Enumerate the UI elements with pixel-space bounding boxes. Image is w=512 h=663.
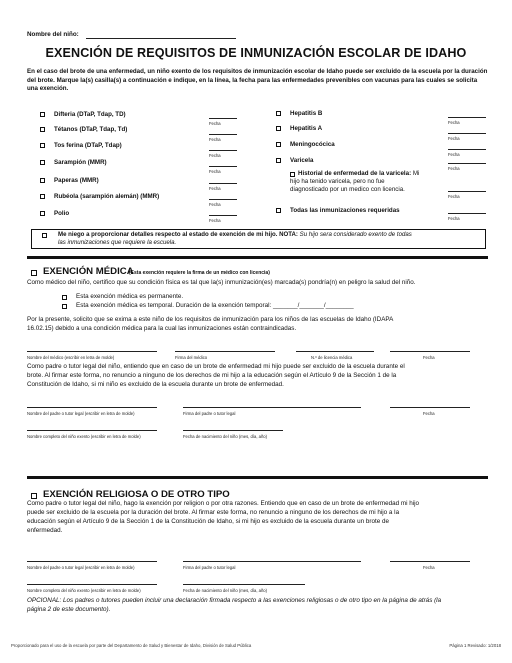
checkbox-all-vaccines[interactable] xyxy=(276,208,281,213)
date-line[interactable] xyxy=(209,118,237,119)
parent-date-caption: Fecha xyxy=(423,411,435,416)
license-number-line[interactable] xyxy=(296,351,374,352)
date-line[interactable] xyxy=(209,150,237,151)
date-caption: Fecha xyxy=(209,121,221,126)
intro-paragraph: En el caso del brote de una enfermedad, un niño exento de los requisitos de inmunización escolar de Idaho puede ser excluido de la escuela por la duración del brote. Marque la(s) casilla(s) a continuación e indique, en la línea, la fecha para las enfermedades prevenibles con vacunas para las cuales se solicita una exención. xyxy=(27,68,488,93)
checkbox-pertussis[interactable] xyxy=(40,143,45,148)
option-temporary: Esta exención médica es temporal. Duración de la exención temporal: _______/_______/________ xyxy=(76,302,354,309)
refuse-details-italic-2: las inmunizaciones que requiere la escuela. xyxy=(58,239,177,246)
medical-statement-2: 16.02.15) debido a una condición médica para la cual las inmunizaciones están contraindicadas. xyxy=(27,325,297,332)
date-line[interactable] xyxy=(448,213,486,214)
vaccine-label: Todas las inmunizaciones requeridas xyxy=(290,207,400,214)
child-fullname-line[interactable] xyxy=(27,430,157,431)
physician-name-line[interactable] xyxy=(27,351,157,352)
religious-date-line[interactable] xyxy=(390,561,470,562)
religious-line-1: Como padre o tutor legal del niño, hago la exención por religion o por otra razones. Entiendo que en caso de un brote de enfermedad mi hijo xyxy=(27,500,420,507)
vaccine-label: Sarampión (MMR) xyxy=(54,159,107,166)
date-caption: Fecha xyxy=(209,218,221,223)
religious-child-fullname-caption: Nombre completo del niño exento (escribir en letra de molde) xyxy=(27,588,141,593)
option-permanent: Esta exención médica es permanente. xyxy=(76,293,184,300)
footer-right: Página 1 Revisado: 1/2018 xyxy=(449,643,501,648)
physician-date-caption: Fecha xyxy=(423,355,435,360)
checkbox-hepatitis-b[interactable] xyxy=(276,111,281,116)
date-line[interactable] xyxy=(448,163,486,164)
license-number-caption: N.º de licencia médica xyxy=(311,355,353,360)
date-caption: Fecha xyxy=(448,166,460,171)
checkbox-varicella[interactable] xyxy=(276,158,281,163)
physician-signature-line[interactable] xyxy=(175,351,275,352)
checkbox-refuse-details[interactable] xyxy=(42,233,47,238)
medical-heading-note: (Esta exención requiere la firma de un médico con licencia) xyxy=(129,270,270,276)
vaccine-label: Polio xyxy=(54,210,70,217)
section-divider xyxy=(27,256,488,259)
medical-statement-1: Por la presente, solicito que se exima a este niño de los requisitos de inmunización para los niños de las escuelas de Idaho (IDAPA xyxy=(27,316,394,323)
vaccine-label: Hepatitis A xyxy=(290,125,323,132)
parent-signature-line[interactable] xyxy=(183,407,361,408)
medical-intro: Como médico del niño, certifico que su condición física es tal que la(s) inmunización(es) marcada(s) pondría(n) en peligro la salud del niño. xyxy=(27,279,416,286)
child-dob-caption: Fecha de nacimiento del niño (mes, día, año) xyxy=(183,434,268,439)
refuse-details-italic-1: Su hijo sera considerado exento de todas xyxy=(297,231,412,238)
checkbox-measles[interactable] xyxy=(40,160,45,165)
religious-line-3: educación según el Artículo 9 de la Sección 1 de la Constitución de Idaho, si mi hijo es excluido de la escuela durante un brote de xyxy=(27,518,389,525)
vaccine-label: Paperas (MMR) xyxy=(54,177,99,184)
checkbox-tetanus[interactable] xyxy=(40,127,45,132)
child-name-field[interactable] xyxy=(86,38,236,39)
date-line[interactable] xyxy=(448,149,486,150)
religious-date-caption: Fecha xyxy=(423,565,435,570)
date-line[interactable] xyxy=(209,166,237,167)
date-line[interactable] xyxy=(209,215,237,216)
medical-heading: EXENCIÓN MÉDICA xyxy=(43,266,134,277)
checkbox-medical-exemption[interactable] xyxy=(31,270,37,276)
checkbox-hepatitis-a[interactable] xyxy=(276,126,281,131)
religious-child-dob-caption: Fecha de nacimiento del niño (mes, día, año) xyxy=(183,588,268,593)
date-line[interactable] xyxy=(209,134,237,135)
vaccine-label: Hepatitis B xyxy=(290,110,323,117)
checkbox-varicella-history[interactable] xyxy=(290,172,295,177)
checkbox-diphtheria[interactable] xyxy=(40,112,45,117)
parent-statement-3: Constitución de Idaho, si mi niño es excluido de la escuela durante un brote de enfermedad. xyxy=(27,381,284,388)
optional-note-1: OPCIONAL: Los padres o tutores pueden incluir una declaración firmada respecto a las exenciones religiosas o de otro tipo en la página de atrás (la xyxy=(27,597,442,604)
date-caption: Fecha xyxy=(448,120,460,125)
date-line[interactable] xyxy=(448,117,486,118)
religious-parent-name-line[interactable] xyxy=(27,561,157,562)
parent-date-line[interactable] xyxy=(390,407,470,408)
parent-name-line[interactable] xyxy=(27,407,157,408)
date-caption: Fecha xyxy=(209,169,221,174)
date-line[interactable] xyxy=(448,133,486,134)
religious-line-2: puede ser excluido de la escuela por la duración del brote. Al firmar este forma, no renuncio a ninguno de los derechos de mi hijo a la xyxy=(27,509,400,516)
religious-child-dob-line[interactable] xyxy=(183,584,305,585)
child-fullname-caption: Nombre completo del niño exento (escribir en letra de molde) xyxy=(27,434,141,439)
child-name-label: Nombre del niño: xyxy=(27,31,79,38)
checkbox-mumps[interactable] xyxy=(40,178,45,183)
religious-parent-name-caption: Nombre del padre o tutor legal (escribir en letra de molde) xyxy=(27,565,135,570)
date-caption: Fecha xyxy=(448,194,460,199)
date-caption: Fecha xyxy=(448,152,460,157)
vaccine-label: Tétanos (DTaP, Tdap, Td) xyxy=(54,126,128,133)
varicella-history-text-3: diagnosticado por un medico con licencia. xyxy=(290,186,405,193)
checkbox-polio[interactable] xyxy=(40,211,45,216)
footer-left: Proporcionado para el uso de la escuela por parte del Departamento de Salud y Bienestar de Idaho, División de Salud Pública xyxy=(11,643,252,648)
religious-parent-signature-caption: Firma del padre o tutor legal xyxy=(183,565,236,570)
vaccine-label: Difteria (DTaP, Tdap, TD) xyxy=(54,111,126,118)
checkbox-rubella[interactable] xyxy=(40,194,45,199)
religious-line-4: enfermedad. xyxy=(27,527,63,534)
vaccine-label: Tos ferina (DTaP, Tdap) xyxy=(54,142,122,149)
checkbox-permanent[interactable] xyxy=(62,295,67,300)
date-caption: Fecha xyxy=(209,186,221,191)
date-line[interactable] xyxy=(209,183,237,184)
physician-signature-caption: Firma del médico xyxy=(175,355,208,360)
religious-heading: EXENCIÓN RELIGIOSA O DE OTRO TIPO xyxy=(43,489,230,500)
vaccine-label: Varicela xyxy=(290,157,314,164)
date-caption: Fecha xyxy=(448,216,460,221)
vaccine-label: Meningocócica xyxy=(290,141,335,148)
varicella-history-text-1: Mi xyxy=(411,170,420,177)
date-line[interactable] xyxy=(209,199,237,200)
date-caption: Fecha xyxy=(209,202,221,207)
checkbox-meningococcal[interactable] xyxy=(276,142,281,147)
checkbox-temporary[interactable] xyxy=(62,304,67,309)
varicella-history-text xyxy=(298,170,448,178)
page-title: EXENCIÓN DE REQUISITOS DE INMUNIZACIÓN ESCOLAR DE IDAHO xyxy=(45,46,467,60)
varicella-history-label: Historial de enfermedad de la varicela: xyxy=(298,170,412,177)
religious-parent-signature-line[interactable] xyxy=(183,561,361,562)
child-dob-line[interactable] xyxy=(183,430,283,431)
date-line[interactable] xyxy=(448,191,486,192)
refuse-details-bold: Me niego a proporcionar detalles respecto al estado de exención de mi hijo. NOTA: xyxy=(58,231,298,238)
varicella-history-text-2: hijo ha tenido varicela, pero no fue xyxy=(290,178,385,185)
checkbox-religious-exemption[interactable] xyxy=(31,493,37,499)
date-caption: Fecha xyxy=(448,136,460,141)
date-caption: Fecha xyxy=(209,137,221,142)
religious-child-fullname-line[interactable] xyxy=(27,584,157,585)
physician-name-caption: Nombre del médico (escribir en letra de molde) xyxy=(27,355,115,360)
parent-statement-2: brote. Al firmar este forma, no renuncio a ninguno de los derechos de mi hijo a la educación según el Artículo 9 de la Sección 1 de la xyxy=(27,372,397,379)
parent-name-caption: Nombre del padre o tutor legal (escribir en letra de molde) xyxy=(27,411,135,416)
physician-date-line[interactable] xyxy=(390,351,470,352)
date-caption: Fecha xyxy=(209,153,221,158)
optional-note-2: página 2 de este documento). xyxy=(27,606,111,613)
vaccine-label: Rubéola (sarampión alemán) (MMR) xyxy=(54,193,160,200)
parent-statement-1: Como padre o tutor legal del niño, entiendo que en caso de un brote de enfermedad mi hijo puede ser excluido de la escuela durante el xyxy=(27,363,405,370)
section-divider xyxy=(27,476,488,479)
parent-signature-caption: Firma del padre o tutor legal xyxy=(183,411,236,416)
